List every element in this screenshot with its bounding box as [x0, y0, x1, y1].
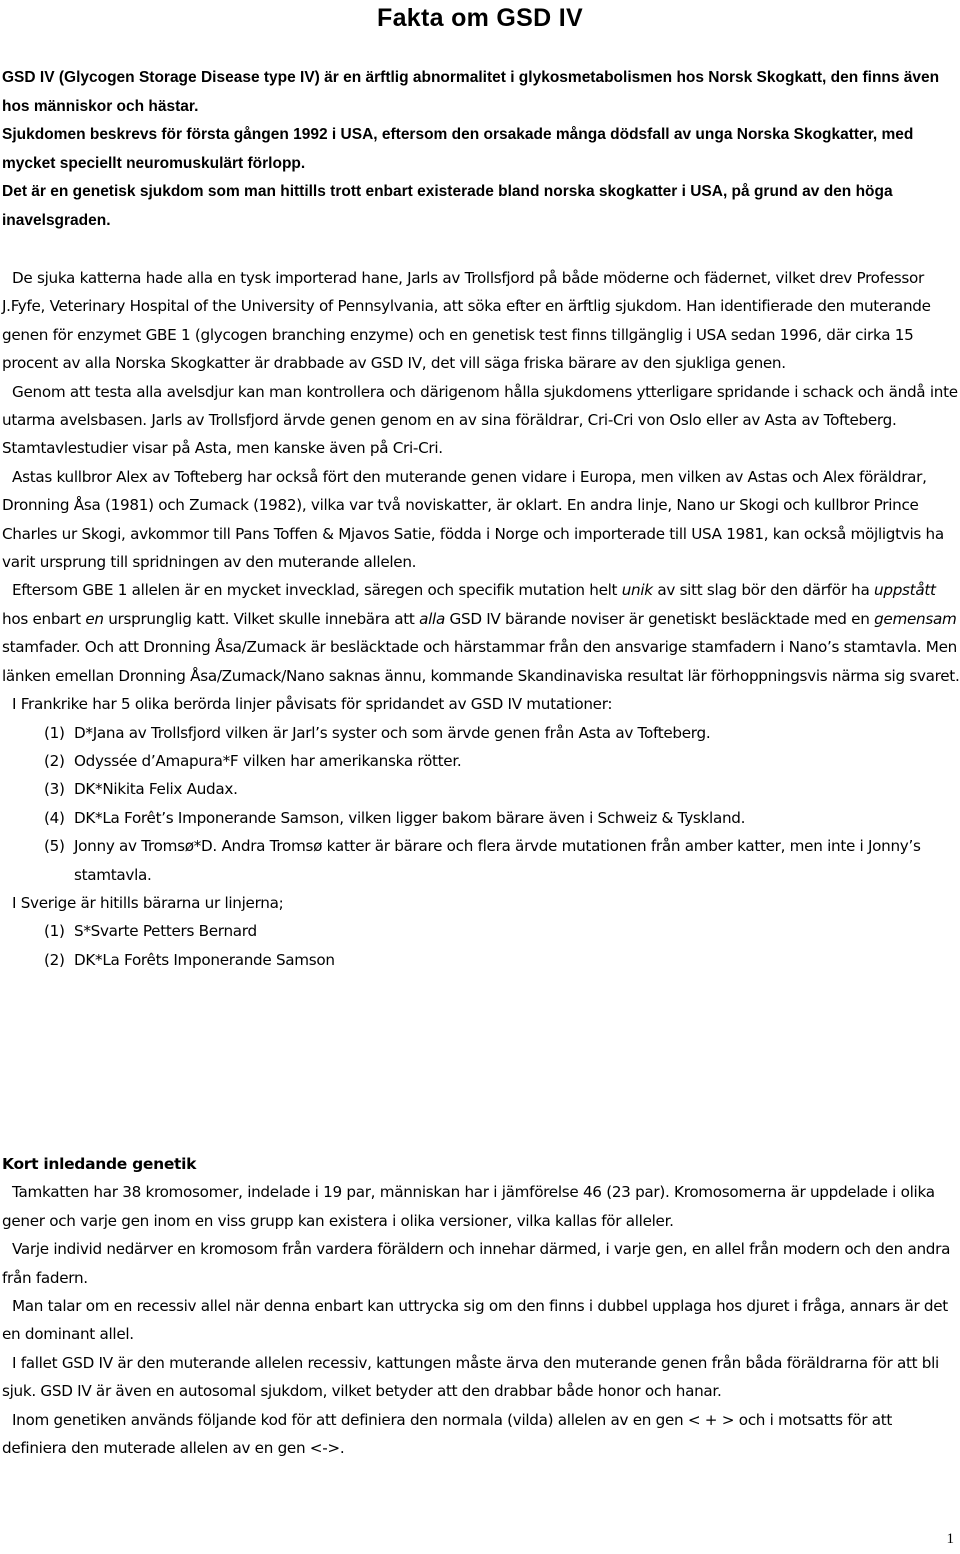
list-item	[2, 747, 960, 775]
list-text: DK*La Forêt’s Imponerande Samson, vilken ligger bakom bärare även i Schweiz & Tyskland.	[74, 808, 746, 827]
list-item	[2, 775, 960, 803]
text-span: GSD IV bärande noviser är genetiskt besläcktade med en	[444, 609, 875, 628]
list-text: DK*Nikita Felix Audax.	[74, 780, 238, 799]
emphasis-text: gemensam	[874, 609, 957, 628]
genetics-paragraph-3: Man talar om en recessiv allel när denna enbart kan uttrycka sig om den finns i dubbel upplaga hos djuret i fråga, annars är det en dominant allel.	[2, 1297, 948, 1344]
list-text: D*Jana av Trollsfjord vilken är Jarl’s syster och som ärvde genen från Asta av Tofteberg.	[74, 723, 711, 742]
page-title: Fakta om GSD IV	[377, 4, 583, 32]
list-number: (2)	[44, 751, 65, 770]
list-text: Odyssée d’Amapura*F vilken har amerikanska rötter.	[74, 751, 462, 770]
intro-paragraph-2: Sjukdomen beskrevs för första gången 1992 i USA, eftersom den orsakade många dödsfall av unga Norska Skogkatter, med mycket speciellt neuromuskulärt förlopp.	[2, 126, 914, 172]
list-text: DK*La Forêts Imponerande Samson	[74, 950, 335, 969]
france-intro: I Frankrike har 5 olika berörda linjer påvisats för spridandet av GSD IV mutationer:	[12, 695, 613, 714]
france-list	[2, 719, 960, 889]
genetics-section	[2, 1150, 960, 1462]
text-span: ursprunglig katt. Vilket skulle innebära att	[103, 609, 420, 628]
list-number: (1)	[44, 922, 65, 941]
genetics-paragraph-4: I fallet GSD IV är den muterande allelen recessiv, kattungen måste ärva den muterande genen från båda föräldrarna för att bli sjuk. GSD IV är även en autosomal sjukdom, vilket betyder att den drabbar både honor och hanar.	[2, 1353, 939, 1401]
body-paragraph-4	[2, 576, 960, 690]
text-span: stamfader. Och att Dronning Åsa/Zumack är besläcktade och härstammar från den ansvarige stamfadern i Nano’s stamtavla. Men länken emellan Dronning Åsa/Zumack/Nano saknas ännu, kommande Skandinaviska resultat lär förhoppningsvis närma sig svaret.	[2, 638, 960, 685]
list-number: (4)	[44, 808, 65, 827]
list-number: (3)	[44, 780, 65, 799]
sweden-list	[2, 917, 960, 974]
emphasis-text: uppstått	[874, 581, 936, 600]
genetics-paragraph-1: Tamkatten har 38 kromosomer, indelade i 19 par, människan har i jämförelse 46 (23 par). Kromosomerna är uppdelade i olika gener och varje gen inom en viss grupp kan existera i olika versioner, vilka kallas för alleler.	[2, 1183, 935, 1230]
list-item	[2, 719, 960, 747]
list-number: (2)	[44, 950, 65, 969]
genetics-paragraph-5: Inom genetiken används följande kod för att definiera den normala (vilda) allelen av en gen < + > och i motsatts för att definiera den muterade allelen av en gen <->.	[2, 1410, 893, 1458]
genetics-paragraph-2: Varje individ nedärver en kromosom från vardera föräldern och innehar därmed, i varje gen, en allel från modern och den andra från fadern.	[2, 1240, 951, 1287]
body-paragraph-3: Astas kullbror Alex av Tofteberg har också fört den muterande genen vidare i Europa, men vilken av Astas och Alex föräldrar, Dronning Åsa (1981) och Zumack (1982), vilka var två noviskatter, är oklart. En andra linje, Nano ur Skogi och kullbror Prince Charles ur Skogi, avkommor till Pans Toffen & Mjavos Satie, födda i Norge och importerade till USA 1981, kan också möjligtvis ha varit ursprung till spridningen av den muterande allelen.	[2, 467, 944, 572]
body-paragraph-1: De sjuka katterna hade alla en tysk importerad hane, Jarls av Trollsfjord på både möderne och fädernet, vilket drev Professor J.Fyfe, Veterinary Hospital of the University of Pennsylvania, att söka efter en ärftlig sjukdom. Han identifierade den muterande genen för enzymet GBE 1 (glycogen branching enzyme) och en genetisk test finns tillgänglig i USA sedan 1996, där cirka 15 procent av alla Norska Skogkatter är drabbade av GSD IV, det vill säga friska bärare av den sjukliga genen.	[2, 269, 931, 373]
list-item	[2, 917, 960, 945]
intro-section	[2, 64, 958, 236]
page-number: 1	[946, 1531, 954, 1547]
emphasis-text: unik	[621, 581, 653, 600]
body-paragraph-2: Genom att testa alla avelsdjur kan man kontrollera och därigenom hålla sjukdomens ytterligare spridande i schack och ändå inte utarma avelsbasen. Jarls av Trollsfjord ärvde genen genom en av sina föräldrar, Cri-Cri von Oslo eller av Asta av Tofteberg. Stamtavlestudier visar på Asta, men kanske även på Cri-Cri.	[2, 382, 958, 458]
list-number: (5)	[44, 837, 65, 856]
main-body	[2, 264, 960, 974]
emphasis-text: en	[85, 609, 104, 628]
list-item	[2, 946, 960, 974]
list-item	[2, 832, 960, 889]
section-heading: Kort inledande genetik	[2, 1155, 197, 1173]
text-span: av sitt slag bör den därför ha	[652, 581, 875, 600]
list-text: S*Svarte Petters Bernard	[74, 922, 257, 941]
list-text: Jonny av Tromsø*D. Andra Tromsø katter är bärare och flera ärvde mutationen från amber katter, men inte i Jonny’s stamtavla.	[74, 837, 921, 884]
intro-paragraph-1: GSD IV (Glycogen Storage Disease type IV) är en ärftlig abnormalitet i glykosmetabolismen hos Norsk Skogkatt, den finns även hos människor och hästar.	[2, 69, 940, 115]
list-item	[2, 804, 960, 832]
list-number: (1)	[44, 723, 65, 742]
text-span: hos enbart	[2, 609, 86, 628]
text-span: Eftersom GBE 1 allelen är en mycket invecklad, säregen och specifik mutation helt	[12, 581, 622, 600]
sweden-intro: I Sverige är hitills bärarna ur linjerna;	[12, 893, 284, 912]
emphasis-text: alla	[419, 609, 445, 628]
intro-paragraph-3: Det är en genetisk sjukdom som man hittills trott enbart existerade bland norska skogkatter i USA, på grund av den höga inavelsgraden.	[2, 183, 893, 229]
